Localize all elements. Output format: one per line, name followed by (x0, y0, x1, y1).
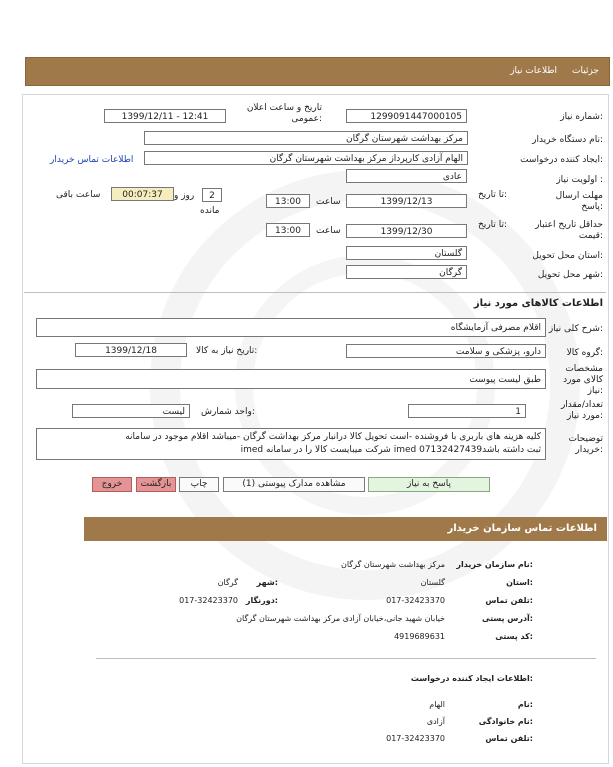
need-date-label: تاریخ نیاز به کالا: (196, 346, 258, 356)
spec-label: مشخصات کالای مورد نیاز: (563, 364, 603, 396)
deadline-until-label: تا تاریخ: (478, 190, 508, 200)
back-button[interactable]: بازگشت (136, 477, 176, 492)
breadcrumb[interactable]: جزئیات (572, 66, 599, 76)
section-divider (24, 292, 606, 293)
validity-label: حداقل تاریخ اعتبار قیمت: (535, 220, 603, 241)
contact-address-label: آدرس پستی: (482, 614, 533, 623)
page-header (25, 57, 610, 86)
deadline-time-field: 13:00 (266, 194, 310, 208)
requester-first-name-label: نام: (517, 700, 533, 709)
priority-field: عادی (346, 169, 467, 183)
notes-field (36, 428, 546, 460)
province-field: گلستان (346, 246, 467, 260)
requester-info-title: اطلاعات ایجاد کننده درخواست: (410, 674, 533, 683)
announce-date-field: 1399/12/11 - 12:41 (104, 109, 226, 123)
need-number-field: 1299091447000105 (346, 109, 467, 123)
exit-button[interactable]: خروج (92, 477, 132, 492)
contact-divider (96, 658, 596, 659)
need-date-field: 1399/12/18 (75, 343, 187, 357)
unit-label: واحد شمارش: (201, 407, 255, 417)
requester-field: الهام آزادی کارپرداز مرکز بهداشت شهرستان گرگان (144, 151, 468, 165)
announce-label: تاریخ و ساعت اعلان عمومی: (246, 103, 322, 124)
contact-city-label: شهر: (256, 578, 278, 587)
page-title: اطلاعات نیاز (510, 66, 557, 76)
buyer-contact-link[interactable]: اطلاعات تماس خریدار (50, 155, 134, 165)
contact-province-label: استان: (506, 578, 533, 587)
contact-phone-label: تلفن تماس: (485, 596, 533, 605)
requester-phone-value: 017-32423370 (386, 734, 445, 743)
remaining-label-2: مانده (200, 206, 220, 216)
contact-fax-label: دورنگار: (245, 596, 278, 605)
buyer-org-label: نام دستگاه خریدار: (532, 135, 603, 145)
requester-last-name-value: آزادی (426, 717, 445, 726)
notes-line-1: کلیه هزینه های باربری با فروشنده -است تحویل کالا درانبار مرکز بهداشت گرگان -میباشد اقلام موجود در سامانه (125, 432, 541, 442)
reply-button[interactable]: پاسخ به نیاز (368, 477, 490, 492)
attachments-button[interactable]: مشاهده مدارک پیوستی (1) (223, 477, 365, 492)
contact-fax-value: 017-32423370 (179, 596, 238, 605)
remaining-time-field: 00:07:37 (111, 187, 174, 201)
requester-last-name-label: نام خانوادگی: (478, 717, 533, 726)
buyer-org-field: مرکز بهداشت شهرستان گرگان (144, 131, 468, 145)
requester-first-name-value: الهام (429, 700, 445, 709)
requester-label: ایجاد کننده درخواست: (520, 155, 603, 165)
print-button[interactable]: چاپ (179, 477, 219, 492)
contact-phone-value: 017-32423370 (386, 596, 445, 605)
validity-date-field: 1399/12/30 (346, 224, 467, 238)
summary-field: اقلام مصرفی آزمایشگاه (36, 318, 546, 337)
remaining-label: ساعت باقی (56, 190, 101, 200)
deadline-date-field: 1399/12/13 (346, 194, 467, 208)
notes-line-2: imed شرکت میبایست کالا را در سامانه imed ثبت داشته باشد07132427439 (240, 445, 541, 455)
contact-address-value: خیابان شهید جانی،خیابان آزادی مرکز بهداشت شهرستان گرگان (236, 614, 445, 623)
day-label: روز و (174, 191, 195, 201)
contact-section-title: اطلاعات تماس سازمان خریدار (447, 523, 597, 534)
contact-postal-value: 4919689631 (394, 632, 445, 641)
priority-label: اولویت نیاز : (556, 175, 603, 185)
org-name-value: مرکز بهداشت شهرستان گرگان (340, 560, 445, 569)
goods-group-field: دارو، پزشکی و سلامت (346, 344, 546, 358)
validity-hour-label: ساعت (316, 226, 341, 236)
validity-until-label: تا تاریخ: (478, 220, 508, 230)
goods-group-label: گروه کالا: (566, 348, 603, 358)
deadline-label: مهلت ارسال پاسخ: (555, 191, 603, 212)
summary-label: شرح کلی نیاز: (548, 324, 603, 334)
contact-section-header (84, 517, 607, 541)
quantity-label: تعداد/مقدار مورد نیاز: (560, 400, 603, 421)
city-field: گرگان (346, 265, 467, 279)
contact-postal-label: کد پستی: (495, 632, 533, 641)
days-left-field: 2 (202, 188, 222, 202)
need-number-label: شماره نیاز: (560, 112, 603, 122)
city-label: شهر محل تحویل: (537, 270, 603, 280)
notes-label: توضیحات خریدار: (568, 434, 603, 455)
requester-phone-label: تلفن تماس: (485, 734, 533, 743)
unit-field: لیست (72, 404, 190, 418)
deadline-hour-label: ساعت (316, 197, 341, 207)
contact-province-value: گلستان (420, 578, 445, 587)
contact-city-value: گرگان (217, 578, 238, 587)
quantity-field: 1 (408, 404, 526, 418)
province-label: استان محل تحویل: (532, 251, 603, 261)
org-name-label: نام سازمان خریدار: (456, 560, 533, 569)
validity-time-field: 13:00 (266, 223, 310, 237)
spec-field: طبق لیست پیوست (36, 369, 546, 389)
goods-section-title: اطلاعات کالاهای مورد نیاز (473, 298, 603, 309)
